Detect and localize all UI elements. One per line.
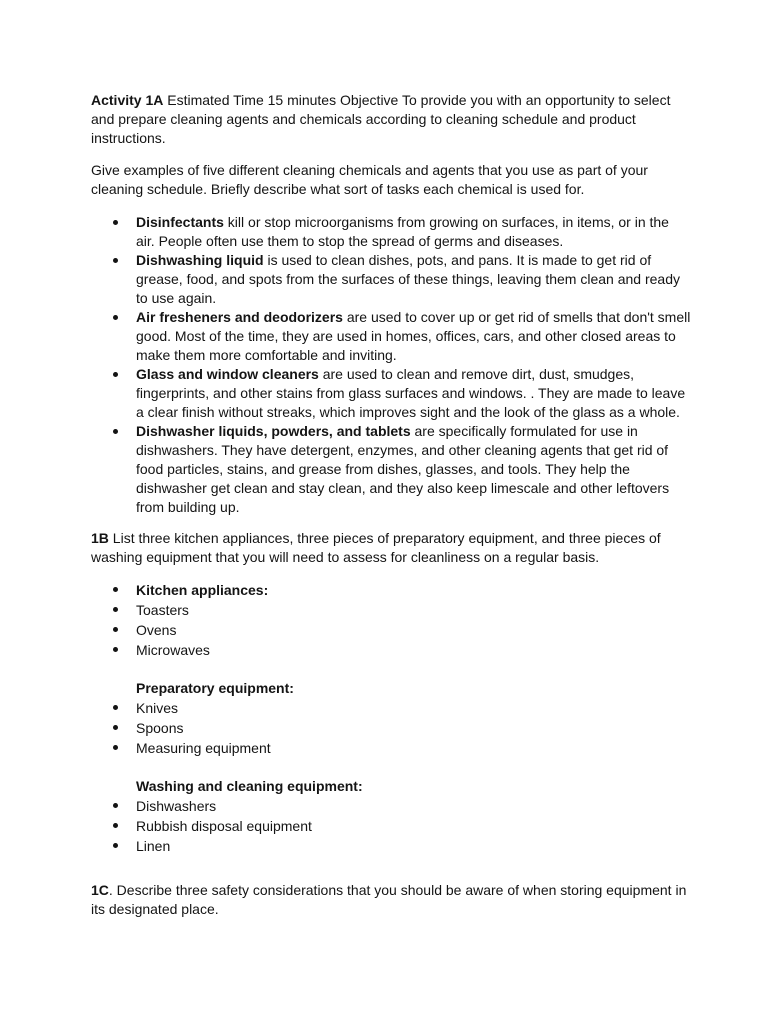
list-item bbox=[91, 580, 691, 600]
chemical-term: Dishwasher liquids, powders, and tablets bbox=[136, 423, 411, 439]
section-1c-paragraph bbox=[91, 881, 691, 919]
list-item bbox=[91, 365, 691, 422]
activity-intro-paragraph bbox=[91, 91, 691, 148]
chemical-description: are used to clean and remove dirt, dust, smudges, fingerprints, and other stains from glass surfaces and windows. . They are made to leave a clear finish without streaks, which improves sight and the look of the glass as a whole. bbox=[136, 366, 686, 420]
list-item: Spoons bbox=[91, 718, 691, 738]
chemical-term: Glass and window cleaners bbox=[136, 366, 319, 382]
list-item: Linen bbox=[91, 836, 691, 856]
activity-question: Give examples of five different cleaning chemicals and agents that you use as part of your cleaning schedule. Briefly describe what sort of tasks each chemical is used for. bbox=[91, 162, 648, 197]
washing-equipment-heading: Washing and cleaning equipment: bbox=[136, 778, 363, 794]
chemical-description: kill or stop microorganisms from growing on surfaces, in items, or in the air. People often use them to stop the spread of germs and diseases. bbox=[136, 214, 669, 249]
chemicals-list bbox=[91, 213, 691, 517]
section-1b-text: List three kitchen appliances, three pieces of preparatory equipment, and three pieces of washing equipment that you will need to assess for cleanliness on a regular basis. bbox=[91, 530, 661, 565]
list-item: Dishwashers bbox=[91, 796, 691, 816]
list-item: Toasters bbox=[91, 600, 691, 620]
list-item bbox=[91, 422, 691, 517]
list-item: Measuring equipment bbox=[91, 738, 691, 758]
section-1b-label: 1B bbox=[91, 530, 109, 546]
washing-equipment-list bbox=[91, 796, 691, 856]
list-item bbox=[91, 251, 691, 308]
list-item bbox=[91, 213, 691, 251]
section-1c-text: . Describe three safety considerations that you should be aware of when storing equipment in its designated place. bbox=[91, 882, 687, 917]
chemical-term: Disinfectants bbox=[136, 214, 224, 230]
activity-label: Activity 1A bbox=[91, 92, 164, 108]
section-1c-label: 1C bbox=[91, 882, 109, 898]
preparatory-equipment-list bbox=[91, 698, 691, 758]
section-1b-paragraph bbox=[91, 529, 691, 567]
chemical-description: is used to clean dishes, pots, and pans. It is made to get rid of grease, food, and spots from the surfaces of these things, leaving them clean and ready to use again. bbox=[136, 252, 680, 306]
activity-intro-text: Estimated Time 15 minutes Objective To provide you with an opportunity to select and prepare cleaning agents and chemicals according to cleaning schedule and product instructions. bbox=[91, 92, 671, 146]
list-item: Rubbish disposal equipment bbox=[91, 816, 691, 836]
list-item: Ovens bbox=[91, 620, 691, 640]
preparatory-equipment-heading: Preparatory equipment: bbox=[136, 680, 294, 696]
list-item: Microwaves bbox=[91, 640, 691, 660]
list-item: Knives bbox=[91, 698, 691, 718]
kitchen-appliances-heading: Kitchen appliances: bbox=[136, 582, 269, 598]
document-page bbox=[91, 91, 691, 919]
chemical-description: are specifically formulated for use in dishwashers. They have detergent, enzymes, and other cleaning agents that get rid of food particles, stains, and grease from dishes, glasses, and tools. They help the dishwasher get clean and stay clean, and they also keep limescale and other leftovers from building up. bbox=[136, 423, 670, 515]
list-item bbox=[91, 308, 691, 365]
chemical-term: Air fresheners and deodorizers bbox=[136, 309, 343, 325]
kitchen-appliances-list bbox=[91, 580, 691, 660]
chemical-term: Dishwashing liquid bbox=[136, 252, 264, 268]
chemical-description: are used to cover up or get rid of smells that don't smell good. Most of the time, they are used in homes, offices, cars, and other closed areas to make them more comfortable and inviting. bbox=[136, 309, 691, 363]
